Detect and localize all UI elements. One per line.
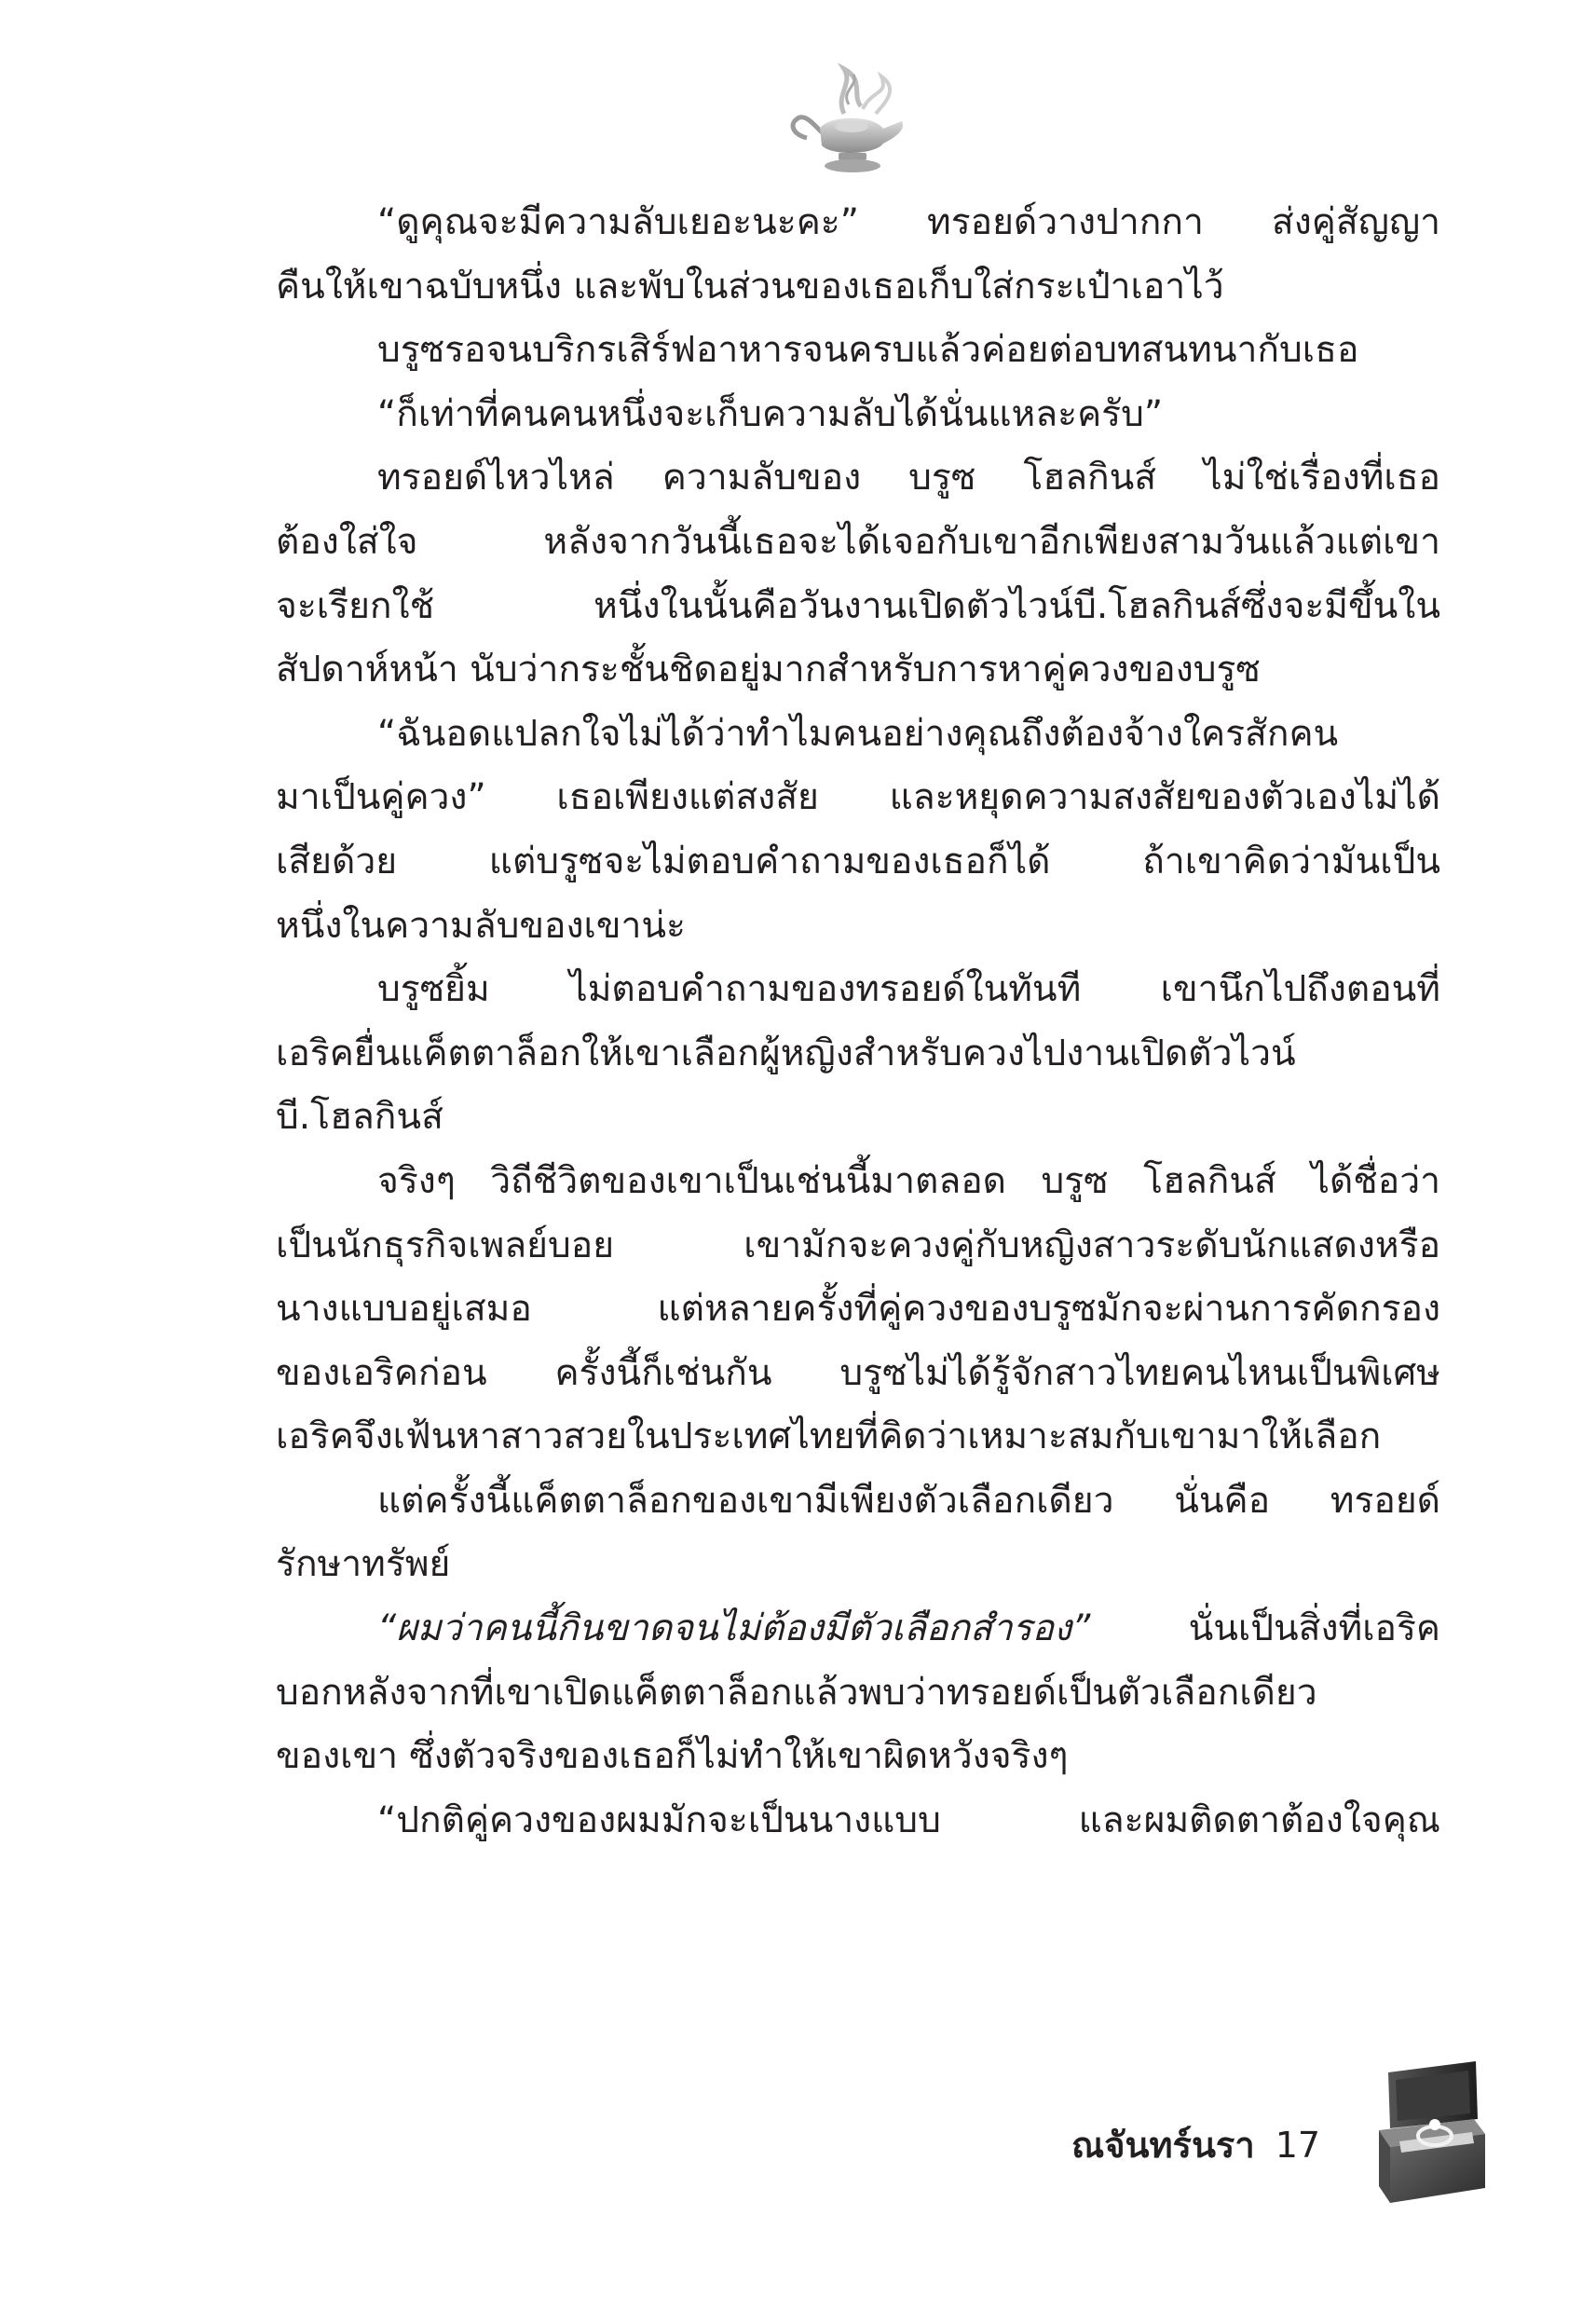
text-line: ของเขา ซึ่งตัวจริงของเธอก็ไม่ทำให้เขาผิดหวังจริงๆ	[276, 1735, 1069, 1778]
text-line: นางแบบอยู่เสมอ แต่หลายครั้งที่คู่ควงของบรูซมักจะผ่านการคัดกรอง	[276, 1288, 1440, 1331]
story-text	[276, 191, 1440, 1853]
page-footer	[1071, 2117, 1320, 2173]
text-line: จะเรียกใช้ หนึ่งในนั้นคือวันงานเปิดตัวไวน์บี.โฮลกินส์ซึ่งจะมีขึ้นใน	[276, 584, 1440, 627]
text-line: เสียด้วย แต่บรูซจะไม่ตอบคำถามของเธอก็ได้ ถ้าเขาคิดว่ามันเป็น	[276, 840, 1440, 882]
text-line: เอริคยื่นแค็ตตาล็อกให้เขาเลือกผู้หญิงสำหรับควงไปงานเปิดตัวไวน์	[276, 1032, 1296, 1074]
text-line: “ก็เท่าที่คนคนหนึ่งจะเก็บความลับได้นั่นแหละครับ”	[377, 392, 1164, 435]
text-line: แต่ครั้งนี้แค็ตตาล็อกของเขามีเพียงตัวเลือกเดียว นั่นคือ ทรอยด์	[377, 1479, 1440, 1522]
page-number: 17	[1275, 2125, 1321, 2166]
text-line: บอกหลังจากที่เขาเปิดแค็ตตาล็อกแล้วพบว่าทรอยด์เป็นตัวเลือกเดียว	[276, 1671, 1317, 1714]
text-line: เป็นนักธุรกิจเพลย์บอย เขามักจะควงคู่กับหญิงสาวระดับนักแสดงหรือ	[276, 1224, 1440, 1266]
text-line-tail: นั่นเป็นสิ่งที่เอริค	[1090, 1607, 1440, 1650]
text-line: ทรอยด์ไหวไหล่ ความลับของ บรูซ โฮลกินส์ ไม่ใช่เรื่องที่เธอ	[377, 457, 1440, 499]
text-line: ของเอริคก่อน ครั้งนี้ก็เช่นกัน บรูซไม่ได้รู้จักสาวไทยคนไหนเป็นพิเศษ	[276, 1351, 1440, 1394]
genie-lamp-icon	[779, 58, 919, 198]
text-line: “ดูคุณจะมีความลับเยอะนะคะ” ทรอยด์วางปากกา ส่งคู่สัญญา	[377, 201, 1440, 243]
text-line: “ฉันอดแปลกใจไม่ได้ว่าทำไมคนอย่างคุณถึงต้องจ้างใครสักคน	[377, 712, 1339, 755]
text-line: เอริคจึงเฟ้นหาสาวสวยในประเทศไทยที่คิดว่าเหมาะสมกับเขามาให้เลือก	[276, 1415, 1382, 1458]
text-line: บรูซรอจนบริกรเสิร์ฟอาหารจนครบแล้วค่อยต่อบทสนทนากับเธอ	[377, 329, 1359, 372]
italic-quote: “ผมว่าคนนี้กินขาดจนไม่ต้องมีตัวเลือกสำรอง”	[377, 1607, 1091, 1650]
text-line: สัปดาห์หน้า นับว่ากระชั้นชิดอยู่มากสำหรับการหาคู่ควงของบรูซ	[276, 649, 1261, 691]
text-line: จริงๆ วิถีชีวิตของเขาเป็นเช่นนี้มาตลอด บรูซ โฮลกินส์ ได้ชื่อว่า	[377, 1159, 1440, 1202]
text-line: “ปกติคู่ควงของผมมักจะเป็นนางแบบ และผมติดตาต้องใจคุณ	[377, 1798, 1440, 1841]
text-line: บี.โฮลกินส์	[276, 1096, 443, 1139]
text-line-mixed	[276, 1597, 1440, 1661]
text-line: มาเป็นคู่ควง” เธอเพียงแต่สงสัย และหยุดความสงสัยของตัวเองไม่ได้	[276, 776, 1440, 819]
author-name: ณจันทร์นรา	[1071, 2125, 1255, 2166]
text-line: บรูซยิ้ม ไม่ตอบคำถามของทรอยด์ในทันที เขานึกไปถึงตอนที่	[377, 968, 1440, 1011]
text-line: หนึ่งในความลับของเขาน่ะ	[276, 904, 686, 947]
ring-box-icon	[1362, 2054, 1502, 2212]
text-line: ต้องใส่ใจ หลังจากวันนี้เธอจะได้เจอกับเขาอีกเพียงสามวันแล้วแต่เขา	[276, 520, 1440, 563]
text-line: คืนให้เขาฉบับหนึ่ง และพับในส่วนของเธอเก็บใส่กระเป๋าเอาไว้	[276, 265, 1224, 308]
text-line: รักษาทรัพย์	[276, 1543, 451, 1586]
